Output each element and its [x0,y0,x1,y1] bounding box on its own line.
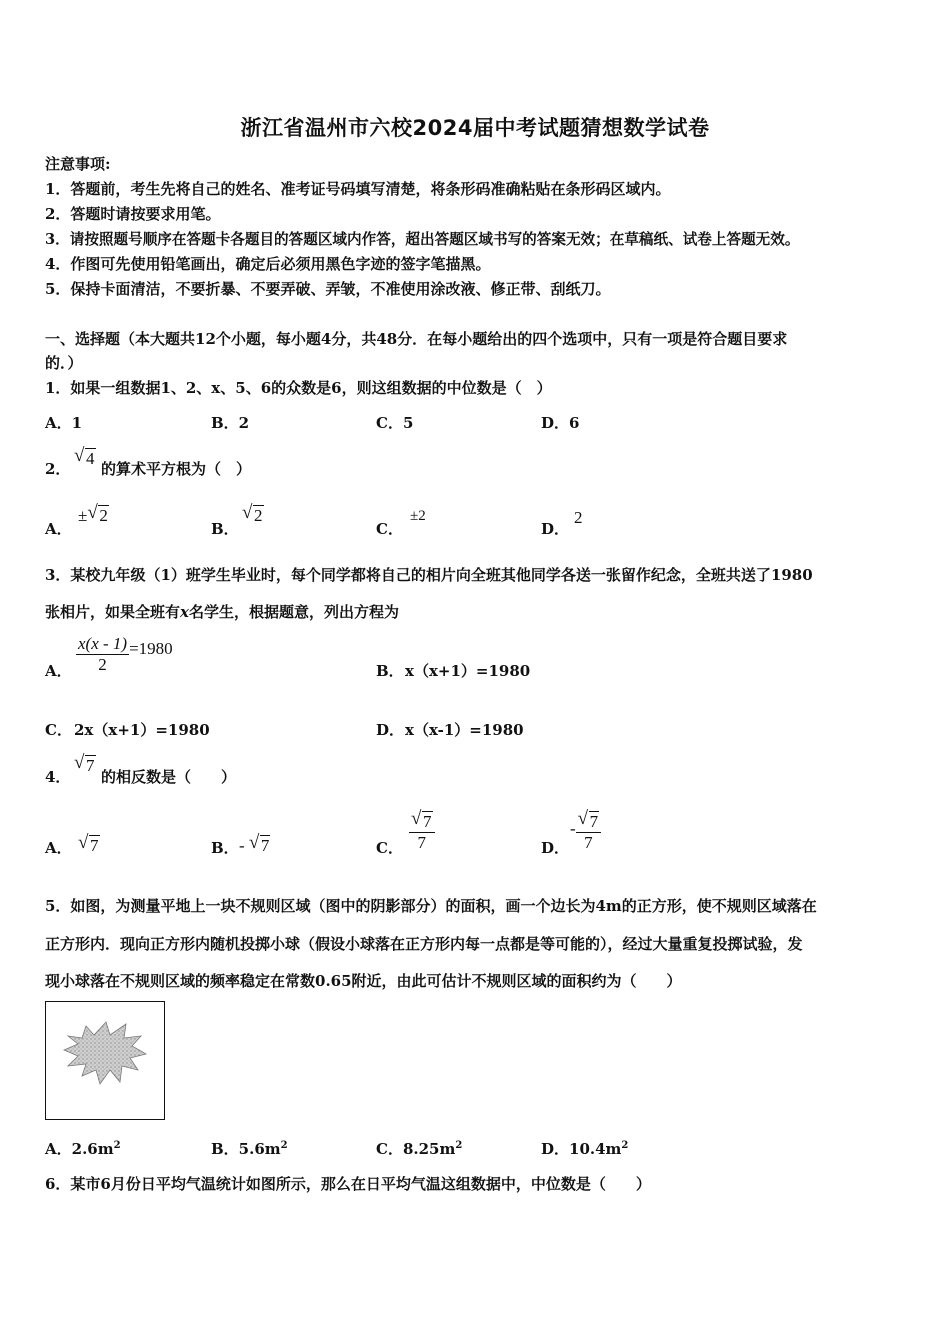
q6-stem: 6．某市6月份日平均气温统计如图所示，那么在日平均气温这组数据中，中位数是（ ） [45,1175,651,1193]
q5-option-b: B．$5.6m^2$ [211,1140,288,1158]
q2-label-b: B． [211,520,239,538]
q2-stem: 的算术平方根为（ ） [101,460,252,478]
q3-label-c: C． [45,721,72,739]
q5-square-figure [45,1001,165,1120]
q3-option-a: $\frac{x(x - 1)}{2}$ =1980 [78,634,173,674]
section-heading: 一、选择题（本大题共12个小题，每小题4分，共48分．在每小题给出的四个选项中，只有一项是符合题目要求 [45,330,788,348]
q3-label-d: D． [376,721,405,739]
q2-option-a: ± √ 2 [78,502,108,525]
q4-sqrt7: √ 7 [74,752,95,775]
notice-item: 5．保持卡面清洁，不要折暴、不要弄破、弄皱，不准使用涂改液、修正带、刮纸刀。 [45,280,611,298]
section-heading-cont: 的．） [45,354,83,372]
q4-number: 4． [45,768,71,786]
q5-option-a: A．$2.6m^2$ [45,1140,121,1158]
q4-label-a: A． [45,839,72,857]
q4-option-c: √ 7 7 [409,812,435,853]
q2-option-b: √ 2 [242,502,263,525]
q4-label-b: B． [211,839,239,857]
q5-stem-line2: 正方形内．现向正方形内随机投掷小球（假设小球落在正方形内每一点都是等可能的），经过大量重复投掷试验，发 [45,935,803,953]
q3-stem-line2: 张相片，如果全班有x名学生，根据题意，列出方程为 [45,603,399,621]
q2-sqrt4: √ 4 [74,445,95,468]
q5-option-c: C．$8.25m^2$ [376,1140,463,1158]
q1-option-a: A．1 [45,414,83,432]
notice-item: 1．答题前，考生先将自己的姓名、准考证号码填写清楚，将条形码准确粘贴在条形码区域内。 [45,180,671,198]
q4-stem: 的相反数是（ ） [101,768,237,786]
irregular-region-shape [46,1002,164,1119]
q2-label-c: C． [376,520,403,538]
q3-option-b: x（x+1）=1980 [405,662,531,680]
q4-option-b: - √ 7 [239,832,270,855]
q1-stem: 1．如果一组数据1、2、x、5、6的众数是6，则这组数据的中位数是（ ） [45,379,552,397]
q3-label-a: A． [45,662,72,680]
page-title: 浙江省温州市六校2024届中考试题猜想数学试卷 [240,116,710,140]
q1-option-c: C．5 [376,414,414,432]
q5-stem-line3: 现小球落在不规则区域的频率稳定在常数0.65附近，由此可估计不规则区域的面积约为（ ） [45,972,682,990]
q5-option-d: D．$10.4m^2$ [541,1140,629,1158]
q3-label-b: B． [376,662,404,680]
q2-label-d: D． [541,520,570,538]
notice-item: 3．请按照题号顺序在答题卡各题目的答题区域内作答，超出答题区域书写的答案无效；在草稿纸、试卷上答题无效。 [45,231,800,248]
q4-option-a: √ 7 [78,832,99,855]
q1-option-d: D．6 [541,414,580,432]
q2-label-a: A． [45,520,72,538]
q2-number: 2． [45,460,71,478]
q3-option-c: 2x（x+1）=1980 [74,721,210,739]
q4-label-c: C． [376,839,403,857]
q5-stem-line1: 5．如图，为测量平地上一块不规则区域（图中的阴影部分）的面积，画一个边长为4m的正方形，使不规则区域落在 [45,897,817,915]
q4-option-d: - √ 7 7 [570,812,601,853]
notice-heading: 注意事项: [45,155,111,173]
q3-option-d: x（x-1）=1980 [405,721,524,739]
q2-option-d: 2 [574,508,583,527]
q4-label-d: D． [541,839,570,857]
q2-option-c: ±2 [410,508,426,524]
q3-stem-line1: 3．某校九年级（1）班学生毕业时，每个同学都将自己的相片向全班其他同学各送一张留作纪念，全班共送了1980 [45,566,813,584]
notice-item: 4．作图可先使用铅笔画出，确定后必须用黑色字迹的签字笔描黑。 [45,255,491,273]
notice-item: 2．答题时请按要求用笔。 [45,205,221,223]
q1-option-b: B．2 [211,414,250,432]
